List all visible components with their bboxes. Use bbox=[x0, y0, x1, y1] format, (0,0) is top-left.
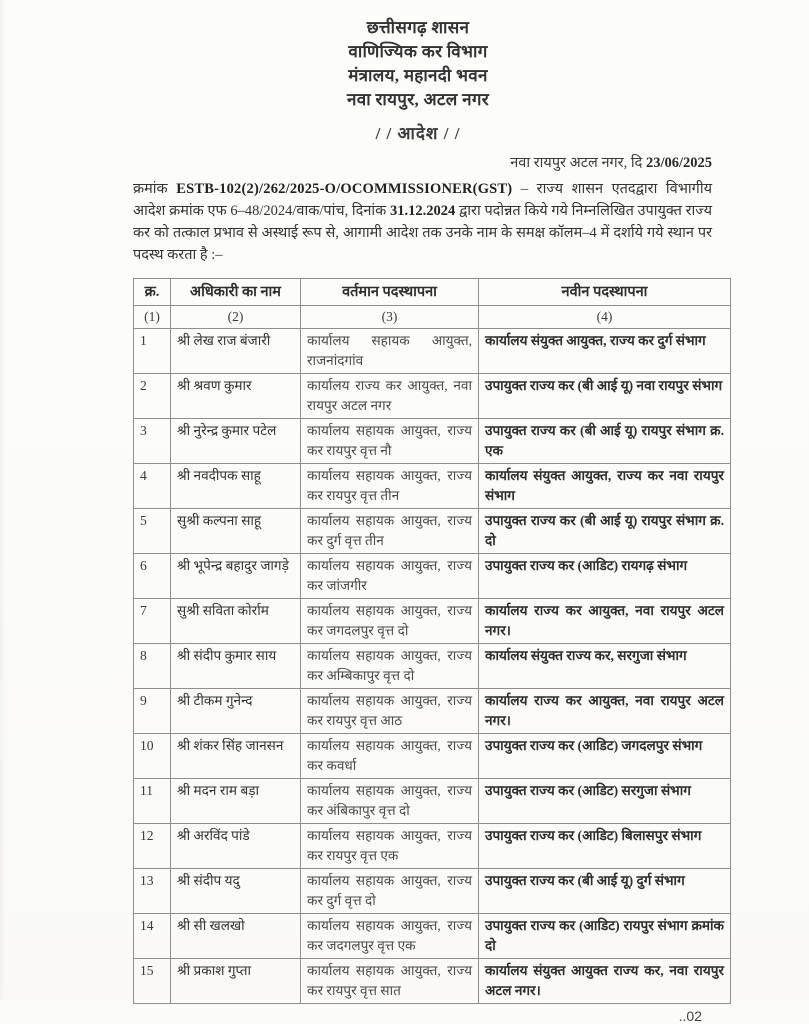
new-posting-cell: कार्यालय संयुक्त आयुक्त, राज्य कर दुर्ग संभाग bbox=[479, 329, 731, 374]
org-header-line: नवा रायपुर, अटल नगर bbox=[347, 90, 489, 109]
new-posting-cell: कार्यालय संयुक्त आयुक्त राज्य कर, नवा रायपुर अटल नगर। bbox=[479, 959, 731, 1004]
table-row bbox=[134, 464, 731, 509]
table-row bbox=[134, 644, 731, 689]
current-posting-cell: कार्यालय सहायक आयुक्त, राज्य कर जांजगीर bbox=[301, 554, 479, 599]
officer-name-cell: श्री संदीप कुमार साय bbox=[171, 644, 301, 689]
table-row bbox=[134, 509, 731, 554]
new-posting-cell: उपायुक्त राज्य कर (आडिट) सरगुजा संभाग bbox=[479, 779, 731, 824]
officer-name-cell: श्री मदन राम बड़ा bbox=[171, 779, 301, 824]
current-posting-cell: कार्यालय राज्य कर आयुक्त, नवा रायपुर अटल नगर bbox=[301, 374, 479, 419]
transfer-table bbox=[133, 278, 731, 1004]
current-posting-cell: कार्यालय सहायक आयुक्त, राज्य कर जगदलपुर वृत्त दो bbox=[301, 599, 479, 644]
new-posting-cell: उपायुक्त राज्य कर (आडिट) जगदलपुर संभाग bbox=[479, 734, 731, 779]
org-header-line: छत्तीसगढ़ शासन bbox=[366, 18, 470, 37]
table-header-row bbox=[134, 279, 731, 306]
officer-name-cell: श्री संदीप यदु bbox=[171, 869, 301, 914]
officer-name-cell: श्री श्रवण कुमार bbox=[171, 374, 301, 419]
current-posting-cell: कार्यालय सहायक आयुक्त, राज्य कर जदगलपुर वृत्त एक bbox=[301, 914, 479, 959]
page-number: ..02 bbox=[678, 1008, 702, 1024]
org-header-line: मंत्रालय, महानदी भवन bbox=[348, 66, 488, 85]
new-posting-cell: उपायुक्त राज्य कर (आडिट) रायपुर संभाग क्रमांक दो bbox=[479, 914, 731, 959]
current-posting-cell: कार्यालय सहायक आयुक्त, राज्य कर रायपुर वृत्त आठ bbox=[301, 689, 479, 734]
column-header-cell: अधिकारी का नाम bbox=[171, 279, 301, 306]
column-header-cell: (2) bbox=[171, 306, 301, 329]
table-row bbox=[134, 869, 731, 914]
reference-number: ESTB-102(2)/262/2025-O/OCOMMISSIONER(GST) bbox=[176, 181, 513, 197]
officer-name-cell: श्री शंकर सिंह जानसन bbox=[171, 734, 301, 779]
new-posting-cell: उपायुक्त राज्य कर (बी आई यू) रायपुर संभाग क्र. एक bbox=[479, 419, 731, 464]
officer-name-cell: श्री अरविंद पांडे bbox=[171, 824, 301, 869]
promotion-order-date: 31.12.2024 bbox=[390, 203, 456, 219]
para-lead: क्रमांक bbox=[133, 181, 177, 197]
new-posting-cell: कार्यालय संयुक्त राज्य कर, सरगुजा संभाग bbox=[479, 644, 731, 689]
column-header-cell: क्र. bbox=[134, 279, 171, 306]
table-row bbox=[134, 329, 731, 374]
serial-number-cell: 3 bbox=[134, 419, 171, 464]
serial-number-cell: 1 bbox=[134, 329, 171, 374]
current-posting-cell: कार्यालय सहायक आयुक्त, राजनांदगांव bbox=[301, 329, 479, 374]
current-posting-cell: कार्यालय सहायक आयुक्त, राज्य कर दुर्ग वृत्त दो bbox=[301, 869, 479, 914]
new-posting-cell: उपायुक्त राज्य कर (बी आई यू) दुर्ग संभाग bbox=[479, 869, 731, 914]
current-posting-cell: कार्यालय सहायक आयुक्त, राज्य कर अंबिकापुर वृत्त दो bbox=[301, 779, 479, 824]
order-issue-date: 23/06/2025 bbox=[645, 155, 712, 171]
serial-number-cell: 12 bbox=[134, 824, 171, 869]
new-posting-cell: कार्यालय संयुक्त आयुक्त, राज्य कर नवा रायपुर संभाग bbox=[479, 464, 731, 509]
officer-name-cell: श्री नुरेन्द्र कुमार पटेल bbox=[171, 419, 301, 464]
serial-number-cell: 13 bbox=[134, 869, 171, 914]
serial-number-cell: 7 bbox=[134, 599, 171, 644]
serial-number-cell: 2 bbox=[134, 374, 171, 419]
new-posting-cell: उपायुक्त राज्य कर (आडिट) बिलासपुर संभाग bbox=[479, 824, 731, 869]
current-posting-cell: कार्यालय सहायक आयुक्त, राज्य कर कवर्धा bbox=[301, 734, 479, 779]
table-row bbox=[134, 689, 731, 734]
serial-number-cell: 6 bbox=[134, 554, 171, 599]
table-row bbox=[134, 734, 731, 779]
current-posting-cell: कार्यालय सहायक आयुक्त, राज्य कर रायपुर वृत्त नौ bbox=[301, 419, 479, 464]
officer-name-cell: श्री टीकम गुनेन्द bbox=[171, 689, 301, 734]
current-posting-cell: कार्यालय सहायक आयुक्त, राज्य कर अम्बिकापुर वृत्त दो bbox=[301, 644, 479, 689]
serial-number-cell: 15 bbox=[134, 959, 171, 1004]
column-header-cell: (3) bbox=[301, 306, 479, 329]
serial-number-cell: 4 bbox=[134, 464, 171, 509]
para-mid: – राज्य शासन एतदद्वारा विभागीय आदेश क्रमांक एफ 6–48/2024/वाक/पांच, दिनांक bbox=[133, 181, 713, 219]
org-header-line: वाणिज्यिक कर विभाग bbox=[348, 42, 488, 61]
officer-name-cell: सुश्री कल्पना साहू bbox=[171, 509, 301, 554]
serial-number-cell: 8 bbox=[134, 644, 171, 689]
serial-number-cell: 9 bbox=[134, 689, 171, 734]
table-row bbox=[134, 419, 731, 464]
new-posting-cell: उपायुक्त राज्य कर (बी आई यू) रायपुर संभाग क्र. दो bbox=[479, 509, 731, 554]
table-row bbox=[134, 779, 731, 824]
current-posting-cell: कार्यालय सहायक आयुक्त, राज्य कर दुर्ग वृत्त तीन bbox=[301, 509, 479, 554]
table-row bbox=[134, 554, 731, 599]
table-row bbox=[134, 374, 731, 419]
officer-name-cell: सुश्री सविता कोर्राम bbox=[171, 599, 301, 644]
current-posting-cell: कार्यालय सहायक आयुक्त, राज्य कर रायपुर वृत्त सात bbox=[301, 959, 479, 1004]
table-body bbox=[134, 329, 731, 1004]
current-posting-cell: कार्यालय सहायक आयुक्त, राज्य कर रायपुर वृत्त एक bbox=[301, 824, 479, 869]
officer-name-cell: श्री सी खलखो bbox=[171, 914, 301, 959]
column-number-row bbox=[134, 306, 731, 329]
scan-edge-shadow bbox=[0, 0, 6, 1000]
officer-name-cell: श्री नवदीपक साहू bbox=[171, 464, 301, 509]
serial-number-cell: 14 bbox=[134, 914, 171, 959]
new-posting-cell: उपायुक्त राज्य कर (आडिट) रायगढ़ संभाग bbox=[479, 554, 731, 599]
serial-number-cell: 10 bbox=[134, 734, 171, 779]
officer-name-cell: श्री प्रकाश गुप्ता bbox=[171, 959, 301, 1004]
serial-number-cell: 5 bbox=[134, 509, 171, 554]
column-header-cell: नवीन पदस्थापना bbox=[479, 279, 731, 306]
table-row bbox=[134, 824, 731, 869]
serial-number-cell: 11 bbox=[134, 779, 171, 824]
new-posting-cell: उपायुक्त राज्य कर (बी आई यू) नवा रायपुर संभाग bbox=[479, 374, 731, 419]
officer-name-cell: श्री लेख राज बंजारी bbox=[171, 329, 301, 374]
column-header-cell: (1) bbox=[134, 306, 171, 329]
new-posting-cell: कार्यालय राज्य कर आयुक्त, नवा रायपुर अटल नगर। bbox=[479, 599, 731, 644]
para-tail: द्वारा पदोन्नत किये गये निम्नलिखित उपायुक्त राज्य कर को तत्काल प्रभाव से अस्थाई रूप से, आगामी आदेश तक उनके नाम के समक्ष कॉलम–4 में दर्शाये गये स्थान पर पदस्थ करता है :– bbox=[133, 203, 712, 263]
officer-name-cell: श्री भूपेन्द्र बहादुर जागड़े bbox=[171, 554, 301, 599]
column-header-cell: (4) bbox=[479, 306, 731, 329]
order-title: / / आदेश / / bbox=[375, 124, 461, 143]
current-posting-cell: कार्यालय सहायक आयुक्त, राज्य कर रायपुर वृत्त तीन bbox=[301, 464, 479, 509]
new-posting-cell: कार्यालय राज्य कर आयुक्त, नवा रायपुर अटल नगर। bbox=[479, 689, 731, 734]
table-row bbox=[134, 914, 731, 959]
table-row bbox=[134, 959, 731, 1004]
place-text: नवा रायपुर अटल नगर, दि bbox=[510, 155, 646, 171]
table-row bbox=[134, 599, 731, 644]
org-header bbox=[268, 16, 568, 112]
column-header-cell: वर्तमान पदस्थापना bbox=[301, 279, 479, 306]
order-paragraph bbox=[133, 178, 712, 266]
place-date-line bbox=[133, 152, 712, 172]
